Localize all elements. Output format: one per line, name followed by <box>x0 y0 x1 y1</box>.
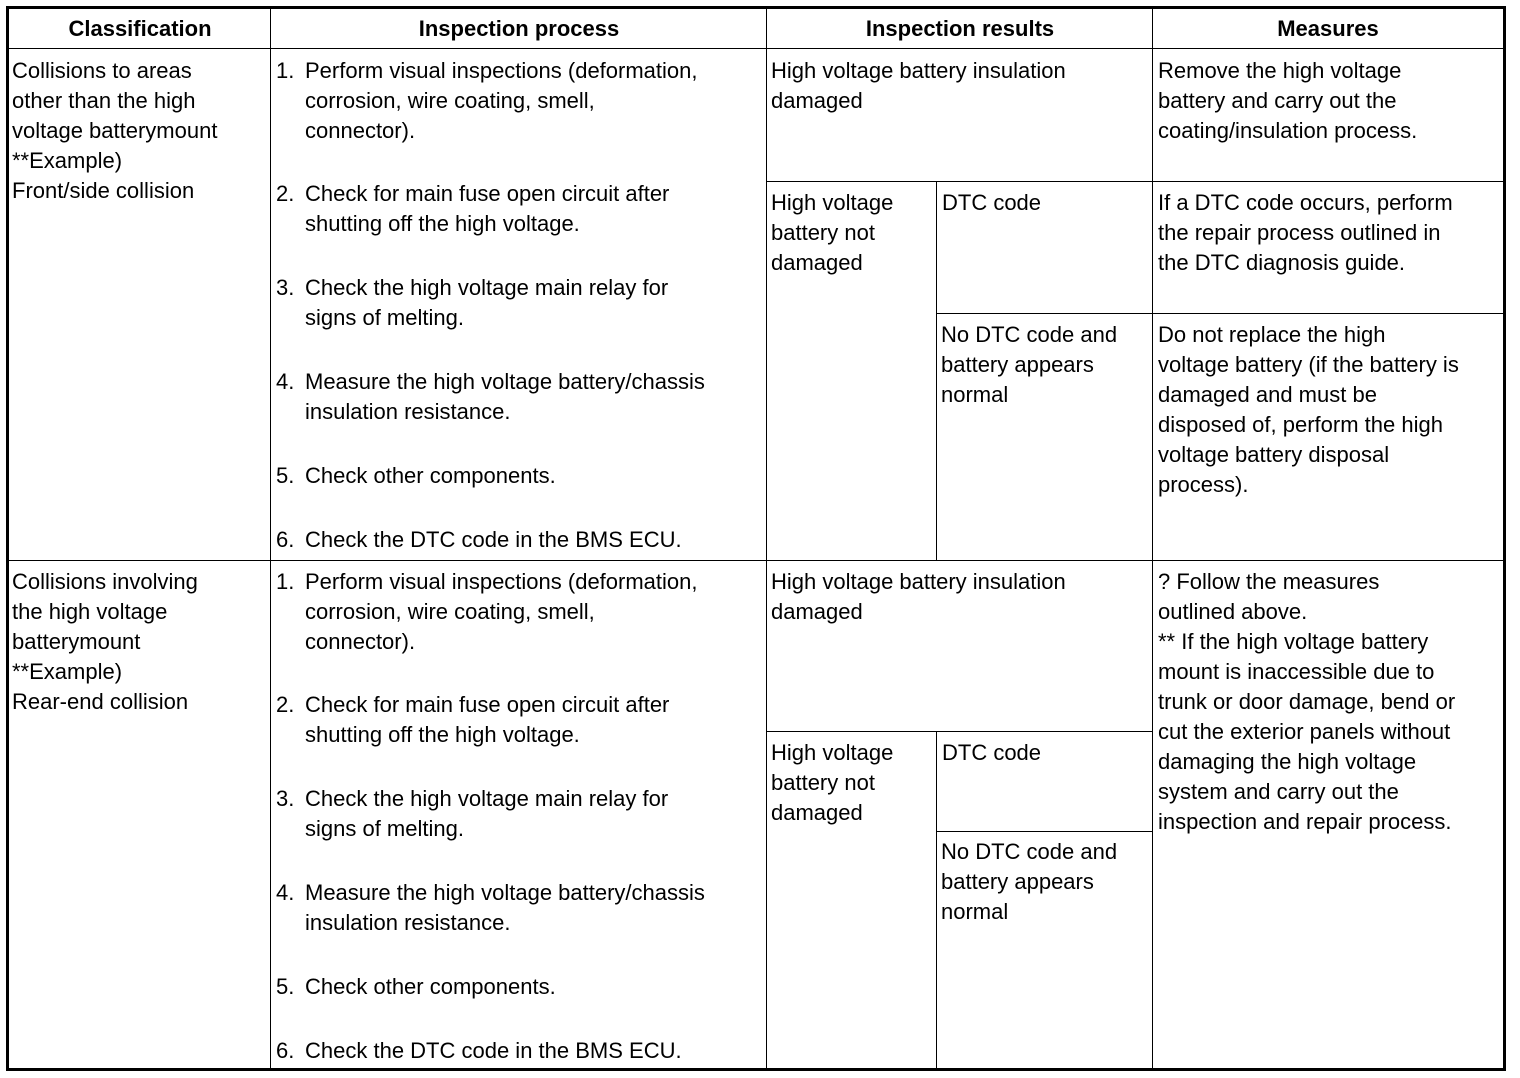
step-number: 5. <box>276 463 295 488</box>
inspection-table <box>6 6 1506 1071</box>
text-line: DTC code <box>942 740 1042 765</box>
text-line: insulation resistance. <box>305 399 511 424</box>
text-line: voltage battery (if the battery is <box>1158 352 1459 377</box>
text-line: batterymount <box>12 629 141 654</box>
text-line: Do not replace the high <box>1158 322 1386 347</box>
text-line: system and carry out the <box>1158 779 1399 804</box>
step-number: 4. <box>276 880 295 905</box>
text-line: normal <box>941 899 1009 924</box>
step-number: 6. <box>276 1038 295 1063</box>
text-line: Perform visual inspections (deformation, <box>305 58 698 83</box>
text-line: trunk or door damage, bend or <box>1158 689 1456 714</box>
text-line: damaged <box>771 88 863 113</box>
text-line: Check the DTC code in the BMS ECU. <box>305 527 682 552</box>
text-line: corrosion, wire coating, smell, <box>305 599 595 624</box>
divider-results-1 <box>936 181 937 560</box>
text-line: Check the high voltage main relay for <box>305 275 669 300</box>
divider-r1-dtc <box>936 313 1503 314</box>
row1-result-battery-not-damaged <box>771 188 893 278</box>
divider-row <box>9 560 1503 561</box>
text-line: damaging the high voltage <box>1158 749 1417 774</box>
text-line: corrosion, wire coating, smell, <box>305 88 595 113</box>
step-number: 1. <box>276 58 295 83</box>
row1-measure-dtc <box>1158 188 1453 278</box>
text-line: voltage battery disposal <box>1158 442 1390 467</box>
text-line: disposed of, perform the high <box>1158 412 1443 437</box>
text-line: Check the high voltage main relay for <box>305 786 669 811</box>
text-line: battery appears <box>941 352 1094 377</box>
step-number: 3. <box>276 275 295 300</box>
text-line: damaged and must be <box>1158 382 1377 407</box>
header-inspection-results: Inspection results <box>767 9 1153 49</box>
divider-col-2 <box>766 9 767 1068</box>
text-line: damaged <box>771 599 863 624</box>
text-line: damaged <box>771 800 863 825</box>
text-line: High voltage battery insulation <box>771 58 1066 83</box>
row1-measure-no-dtc <box>1158 320 1459 500</box>
text-line: High voltage <box>771 190 894 215</box>
divider-r2-dtc <box>936 831 1152 832</box>
row1-classification <box>12 56 217 206</box>
text-line: Remove the high voltage <box>1158 58 1402 83</box>
text-line: Measure the high voltage battery/chassis <box>305 369 705 394</box>
row2-no-dtc-code <box>941 837 1117 927</box>
text-line: the DTC diagnosis guide. <box>1158 250 1406 275</box>
text-line: ? Follow the measures <box>1158 569 1380 594</box>
text-line: insulation resistance. <box>305 910 511 935</box>
row2-measures <box>1158 567 1455 837</box>
text-line: battery not <box>771 220 875 245</box>
row2-result-insulation-damaged <box>771 567 1066 627</box>
row2-dtc-code <box>942 738 1041 768</box>
text-line: Front/side collision <box>12 178 195 203</box>
text-line: inspection and repair process. <box>1158 809 1452 834</box>
step-number: 6. <box>276 527 295 552</box>
header-classification: Classification <box>9 9 271 49</box>
row1-result-insulation-damaged <box>771 56 1066 116</box>
text-line: signs of melting. <box>305 816 464 841</box>
text-line: mount is inaccessible due to <box>1158 659 1435 684</box>
step-number: 5. <box>276 974 295 999</box>
text-line: outlined above. <box>1158 599 1308 624</box>
text-line: damaged <box>771 250 863 275</box>
divider-r2-damaged <box>766 731 1152 732</box>
text-line: other than the high <box>12 88 196 113</box>
header-measures: Measures <box>1153 9 1503 49</box>
text-line: Check for main fuse open circuit after <box>305 692 670 717</box>
text-line: coating/insulation process. <box>1158 118 1418 143</box>
text-line: process). <box>1158 472 1249 497</box>
text-line: No DTC code and <box>941 839 1118 864</box>
step-number: 4. <box>276 369 295 394</box>
text-line: normal <box>941 382 1009 407</box>
text-line: Check the DTC code in the BMS ECU. <box>305 1038 682 1063</box>
row1-measure-insulation <box>1158 56 1417 146</box>
divider-r1-damaged <box>766 181 1503 182</box>
text-line: **Example) <box>12 148 123 173</box>
text-line: shutting off the high voltage. <box>305 211 580 236</box>
text-line: DTC code <box>942 190 1042 215</box>
text-line: cut the exterior panels without <box>1158 719 1451 744</box>
text-line: Perform visual inspections (deformation, <box>305 569 698 594</box>
text-line: Collisions involving <box>12 569 198 594</box>
text-line: Check for main fuse open circuit after <box>305 181 670 206</box>
text-line: signs of melting. <box>305 305 464 330</box>
step-number: 2. <box>276 692 295 717</box>
text-line: connector). <box>305 629 416 654</box>
text-line: the high voltage <box>12 599 168 624</box>
text-line: voltage batterymount <box>12 118 218 143</box>
text-line: connector). <box>305 118 416 143</box>
text-line: No DTC code and <box>941 322 1118 347</box>
header-inspection-process: Inspection process <box>271 9 767 49</box>
step-number: 1. <box>276 569 295 594</box>
row1-no-dtc-code <box>941 320 1117 410</box>
text-line: Check other components. <box>305 463 556 488</box>
divider-col-3 <box>1152 9 1153 1068</box>
step-number: 3. <box>276 786 295 811</box>
divider-results-2 <box>936 731 937 1068</box>
text-line: the repair process outlined in <box>1158 220 1441 245</box>
text-line: shutting off the high voltage. <box>305 722 580 747</box>
text-line: High voltage <box>771 740 894 765</box>
text-line: If a DTC code occurs, perform <box>1158 190 1453 215</box>
text-line: Rear-end collision <box>12 689 189 714</box>
step-number: 2. <box>276 181 295 206</box>
divider-col-1 <box>270 9 271 1068</box>
text-line: ** If the high voltage battery <box>1158 629 1429 654</box>
text-line: Collisions to areas <box>12 58 192 83</box>
text-line: battery and carry out the <box>1158 88 1397 113</box>
row2-classification <box>12 567 198 717</box>
row2-result-battery-not-damaged <box>771 738 893 828</box>
text-line: battery not <box>771 770 875 795</box>
text-line: Measure the high voltage battery/chassis <box>305 880 705 905</box>
row1-dtc-code <box>942 188 1041 218</box>
text-line: battery appears <box>941 869 1094 894</box>
text-line: **Example) <box>12 659 123 684</box>
text-line: Check other components. <box>305 974 556 999</box>
text-line: High voltage battery insulation <box>771 569 1066 594</box>
